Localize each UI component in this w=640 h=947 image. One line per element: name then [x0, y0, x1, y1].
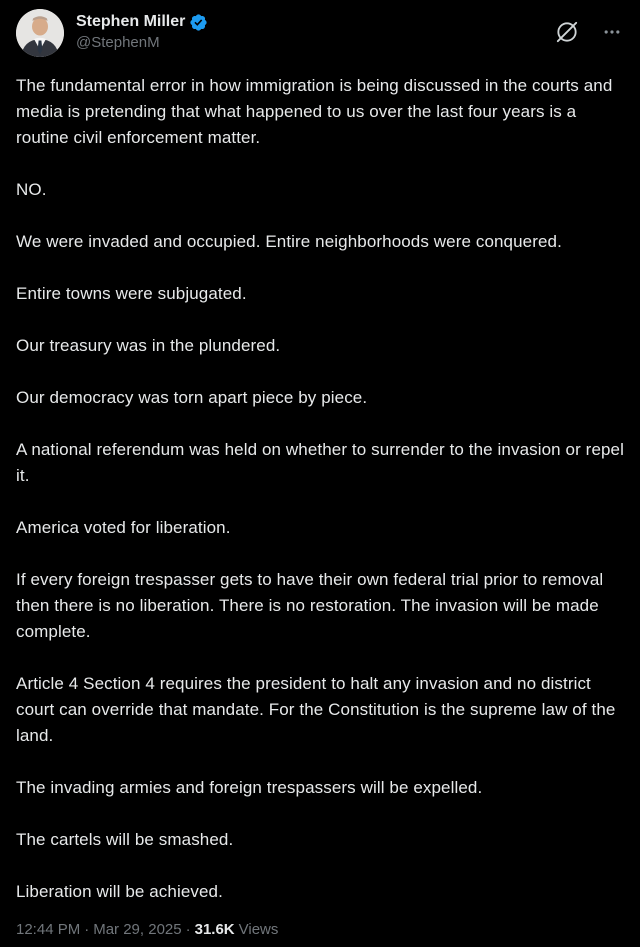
tweet-header — [16, 0, 624, 57]
tweet-paragraph: Entire towns were subjugated. — [16, 284, 247, 303]
separator-dot: · — [84, 921, 90, 938]
date: Mar 29, 2025 — [93, 921, 182, 938]
avatar[interactable] — [16, 9, 64, 57]
more-icon[interactable] — [602, 22, 622, 42]
tweet-paragraph: A national referendum was held on whether to surrender to the invasion or repel it. — [16, 440, 624, 485]
views-count[interactable]: 31.6K — [194, 921, 235, 938]
tweet-paragraph: NO. — [16, 180, 47, 199]
user-handle[interactable]: @StephenM — [76, 34, 160, 51]
grok-icon[interactable] — [554, 19, 580, 45]
verified-badge-icon — [189, 13, 208, 32]
avatar-image — [16, 9, 64, 57]
tweet-paragraph: We were invaded and occupied. Entire neighborhoods were conquered. — [16, 232, 562, 251]
display-name[interactable]: Stephen Miller — [76, 13, 186, 30]
tweet-paragraph: The invading armies and foreign trespassers will be expelled. — [16, 778, 483, 797]
tweet-paragraph: America voted for liberation. — [16, 518, 231, 537]
tweet-paragraph: The fundamental error in how immigration is being discussed in the courts and media is pretending that what happened to us over the last four years is a routine civil enforcement matter. — [16, 76, 613, 147]
tweet-paragraph: If every foreign trespasser gets to have their own federal trial prior to removal then there is no liberation. There is no restoration. The invasion will be made complete. — [16, 570, 604, 641]
header-actions — [554, 9, 624, 45]
name-row — [76, 12, 208, 32]
user-info — [76, 9, 208, 53]
tweet-paragraph: Our democracy was torn apart piece by piece. — [16, 388, 368, 407]
separator-dot: · — [185, 921, 191, 938]
tweet-paragraph: Our treasury was in the plundered. — [16, 336, 281, 355]
tweet-text — [16, 73, 624, 905]
tweet-paragraph: The cartels will be smashed. — [16, 830, 234, 849]
tweet-meta — [16, 920, 624, 940]
tweet-paragraph: Article 4 Section 4 requires the president to halt any invasion and no district court can override that mandate. For the Constitution is the supreme law of the land. — [16, 674, 616, 745]
tweet-paragraph: Liberation will be achieved. — [16, 882, 223, 901]
timestamp: 12:44 PM — [16, 921, 81, 938]
views-label: Views — [238, 921, 279, 938]
